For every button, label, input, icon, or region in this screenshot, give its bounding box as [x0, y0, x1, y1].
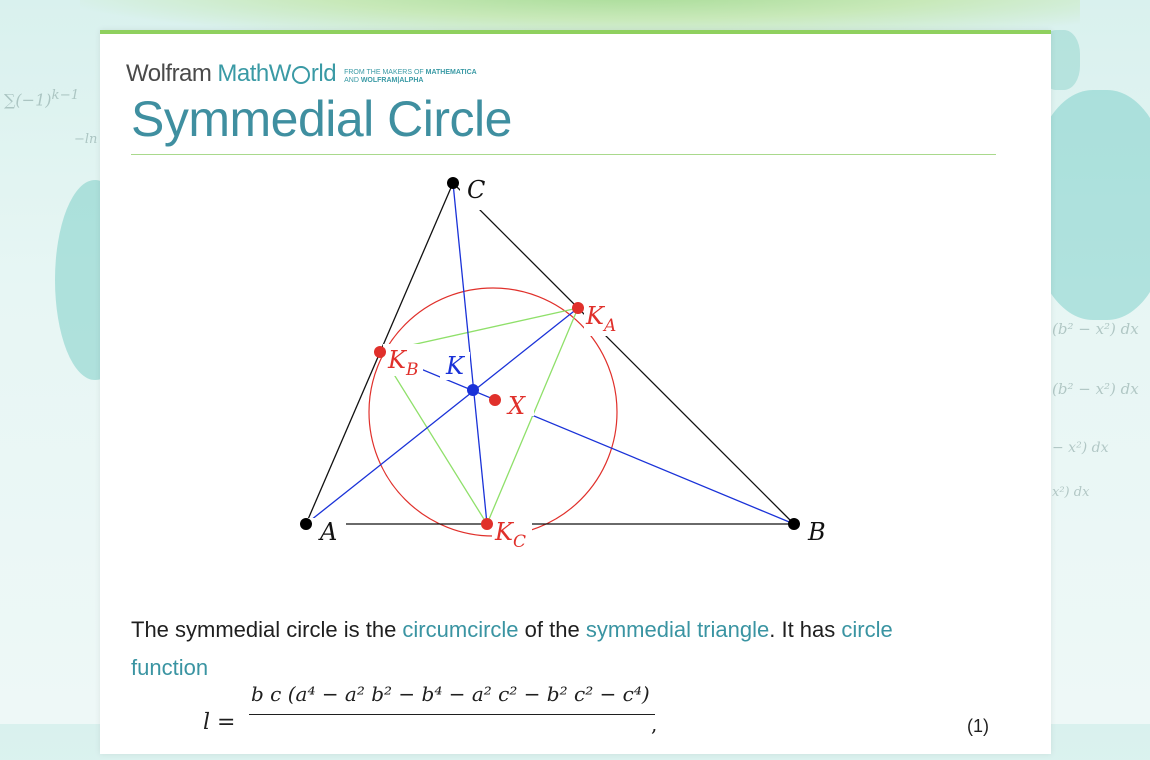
link-circumcircle[interactable]: circumcircle: [402, 617, 519, 642]
point-x: [489, 394, 501, 406]
vertex-b-point: [788, 518, 800, 530]
page-title: Symmedial Circle: [131, 91, 512, 147]
label-kc: $K_C$: [495, 518, 526, 552]
vertex-c-point: [447, 177, 459, 189]
logo-wolfram-text: Wolfram: [126, 60, 212, 87]
symmedial-triangle: [380, 308, 578, 524]
background-formula: −ln: [74, 132, 98, 147]
point-k: [467, 384, 479, 396]
label-a: A: [320, 518, 338, 546]
side-bc: [453, 183, 794, 524]
tagline-line2: AND: [344, 77, 361, 84]
equation-numerator: b c (a⁴ − a² b² − b⁴ − a² c² − b² c² − c⁴): [251, 682, 650, 706]
label-b: B: [808, 518, 826, 546]
fraction-bar: [249, 714, 655, 715]
label-ka: $K_A$: [586, 302, 617, 336]
point-kb: [374, 346, 386, 358]
link-symmedial-triangle[interactable]: symmedial triangle: [585, 617, 770, 642]
label-c: C: [467, 176, 486, 204]
symmedial-circle-figure: [100, 34, 1051, 574]
side-kc-kb: [380, 352, 487, 524]
background-formula: $\sum(-1)^{k-1}$: [4, 88, 80, 110]
background-formula: x²) dx: [1052, 485, 1090, 500]
logo-mathworld-suffix: rld: [310, 60, 337, 87]
background-formula: (b² − x²) dx: [1052, 320, 1139, 338]
symmedian-a: [306, 308, 578, 524]
link-circle-function[interactable]: circle function: [131, 617, 893, 680]
equation-number: (1): [967, 716, 989, 736]
tagline-mathematica: MATHEMATICA: [425, 69, 477, 76]
content-card: [100, 30, 1051, 754]
tagline-wolframalpha: WOLFRAM|ALPHA: [360, 77, 424, 84]
equation-lhs: l =: [203, 710, 236, 735]
label-x: X: [508, 392, 526, 420]
equation-trailing: ,: [651, 712, 658, 736]
logo-mathworld-prefix: MathW: [217, 60, 291, 87]
vertex-a-point: [300, 518, 312, 530]
description-text: of the: [518, 617, 586, 642]
point-kc: [481, 518, 493, 530]
label-k: K: [446, 352, 464, 380]
tagline-line1: FROM THE MAKERS OF: [344, 69, 426, 76]
description-paragraph: [131, 611, 951, 687]
description-text: . It has: [769, 617, 842, 642]
label-kb: $K_B$: [388, 346, 419, 380]
description-text: The symmedial circle is the: [131, 617, 403, 642]
point-ka: [572, 302, 584, 314]
equation-1: [203, 680, 1003, 760]
background-formula: − x²) dx: [1052, 440, 1109, 456]
symmedial-circle: [369, 288, 617, 536]
background-formula: (b² − x²) dx: [1052, 380, 1139, 398]
